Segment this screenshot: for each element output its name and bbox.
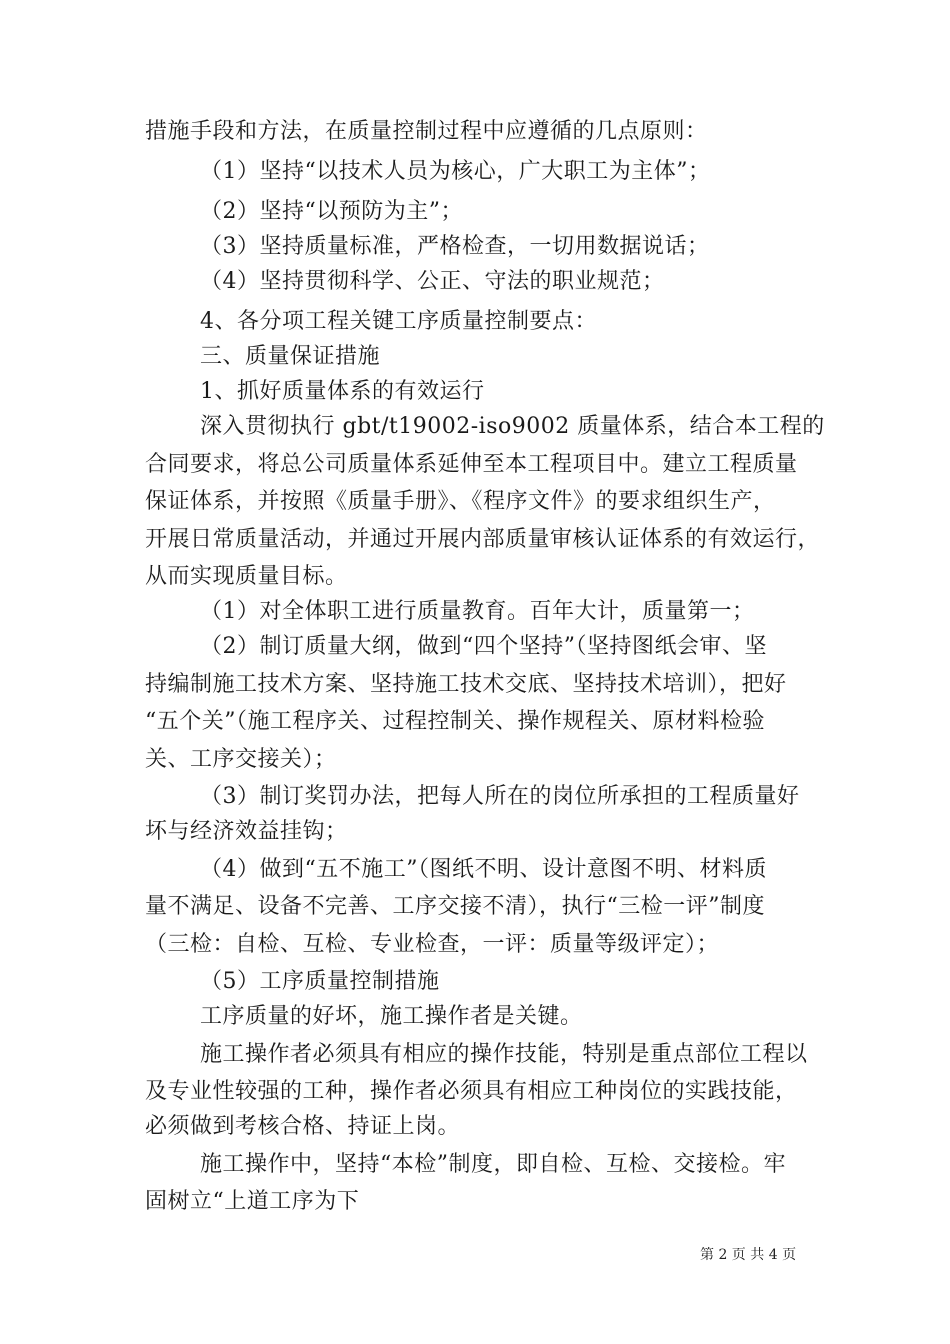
- text-line: （1）坚持“以技术人员为核心，广大职工为主体”；: [200, 159, 711, 184]
- text-line: 保证体系，并按照《质量手册》、《程序文件》的要求组织生产，: [145, 489, 776, 514]
- text-line: （三检：自检、互检、专业检查，一评：质量等级评定）；: [145, 932, 720, 957]
- text-line: 坏与经济效益挂钩；: [145, 819, 348, 844]
- text-line: 合同要求，将总公司质量体系延伸至本工程项目中。建立工程质量: [145, 452, 798, 477]
- text-line: “五个关”（施工程序关、过程控制关、操作规程关、原材料检验: [145, 709, 765, 734]
- text-line: （1）对全体职工进行质量教育。百年大计，质量第一；: [200, 599, 755, 624]
- text-line: （2）坚持“以预防为主”；: [200, 199, 463, 224]
- text-line: 开展日常质量活动，并通过开展内部质量审核认证体系的有效运行，: [145, 527, 821, 552]
- text-line: （2）制订质量大纲，做到“四个坚持”（坚持图纸会审、坚: [200, 634, 767, 659]
- text-line: 4、各分项工程关键工序质量控制要点：: [200, 309, 597, 334]
- text-line: 措施手段和方法，在质量控制过程中应遵循的几点原则：: [145, 119, 708, 144]
- text-line: 从而实现质量目标。: [145, 564, 348, 589]
- text-line: 持编制施工技术方案、坚持施工技术交底、坚持技术培训），把好: [145, 672, 787, 697]
- text-line: 工序质量的好坏，施工操作者是关键。: [200, 1004, 583, 1029]
- text-line: （3）制订奖罚办法，把每人所在的岗位所承担的工程质量好: [200, 784, 800, 809]
- text-line: 及专业性较强的工种，操作者必须具有相应工种岗位的实践技能，: [145, 1079, 798, 1104]
- text-line: 固树立“上道工序为下: [145, 1189, 360, 1214]
- text-line: （4）做到“五不施工”（图纸不明、设计意图不明、材料质: [200, 857, 767, 882]
- text-line: 施工操作中，坚持“本检”制度，即自检、互检、交接检。牢: [200, 1152, 786, 1177]
- text-line: （3）坚持质量标准，严格检查，一切用数据说话；: [200, 234, 710, 259]
- text-line: （4）坚持贯彻科学、公正、守法的职业规范；: [200, 269, 665, 294]
- text-line: 关、工序交接关）；: [145, 747, 337, 772]
- text-line: 深入贯彻执行 gbt/t19002-iso9002 质量体系，结合本工程的: [200, 414, 825, 439]
- subsection-heading: 1、抓好质量体系的有效运行: [200, 379, 485, 404]
- text-line: 必须做到考核合格、持证上岗。: [145, 1114, 461, 1139]
- text-line: 施工操作者必须具有相应的操作技能，特别是重点部位工程以: [200, 1042, 808, 1067]
- section-heading: 三、质量保证措施: [200, 344, 381, 369]
- text-line: （5）工序质量控制措施: [200, 969, 440, 994]
- page-number: 第 2 页 共 4 页: [700, 1247, 797, 1263]
- text-line: 量不满足、设备不完善、工序交接不清），执行“三检一评”制度: [145, 894, 765, 919]
